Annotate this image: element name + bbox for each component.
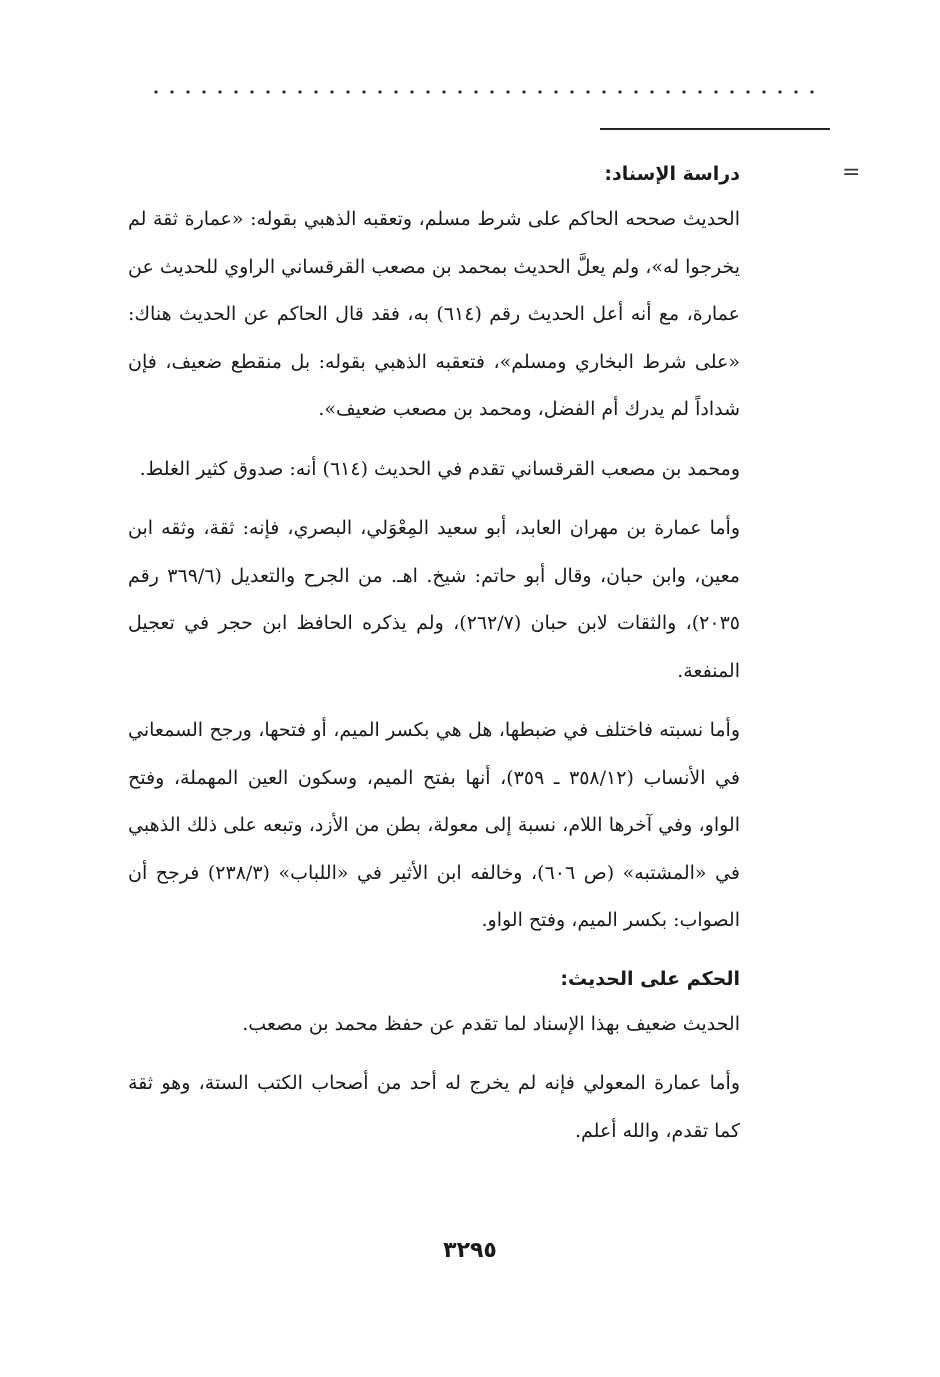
heading-hukm: الحكم على الحديث: — [560, 967, 740, 990]
paragraph-isnad-4: وأما نسبته فاختلف في ضبطها، هل هي بكسر الميم، أو فتحها، ورجح السمعاني في الأنساب (٣٥٨/١٢ ـ ٣٥٩)، أنها بفتح الميم، وسكون العين المهملة، وفتح الواو، وفي آخرها اللام، نسبة إلى معولة، بطن من الأزد، وتبعه على ذلك الذهبي في «المشتبه» (ص ٦٠٦)، وخالفه ابن الأثير في «اللباب» (٢٣٨/٣) فرجح أن الصواب: بكسر الميم، وفتح الواو. — [128, 719, 741, 931]
paragraph-isnad-2: ومحمد بن مصعب القرقساني تقدم في الحديث (٦١٤) أنه: صدوق كثير الغلط. — [139, 457, 740, 480]
page-body — [128, 152, 740, 1167]
heading-isnad: دراسة الإسناد: — [604, 163, 740, 185]
paragraph-isnad-1: الحديث صححه الحاكم على شرط مسلم، وتعقبه الذهبي بقوله: «عمارة ثقة لم يخرجوا له»، ولم يعلَّ الحديث بمحمد بن مصعب القرقساني الراوي للحديث عن عمارة، مع أنه أعل الحديث رقم (٦١٤) به، فقد قال الحاكم عن الحديث هناك: «على شرط البخاري ومسلم»، فتعقبه الذهبي بقوله: بل منقطع ضعيف، فإن شداداً لم يدرك أم الفضل، ومحمد بن مصعب ضعيف». — [128, 208, 740, 420]
paragraph-hukm-2: وأما عمارة المعولي فإنه لم يخرج له أحد من أصحاب الكتب الستة، وهو ثقة كما تقدم، والله أعلم. — [128, 1072, 740, 1142]
footnote-rule — [600, 128, 830, 130]
paragraph-isnad-3: وأما عمارة بن مهران العابد، أبو سعيد المِعْوَلي، البصري، فإنه: ثقة، وثقه ابن معين، وابن حبان، وقال أبو حاتم: شيخ. اهـ. من الجرح والتعديل (٣٦٩/٦ رقم ٢٠٣٥)، والثقات لابن حبان (٢٦٢/٧)، ولم يذكره الحافظ ابن حجر في تعجيل المنفعة. — [128, 517, 740, 682]
page-number: ٣٢٩٥ — [443, 1238, 497, 1263]
dotted-separator — [148, 88, 820, 96]
paragraph-hukm-1: الحديث ضعيف بهذا الإسناد لما تقدم عن حفظ محمد بن مصعب. — [242, 1012, 740, 1035]
margin-mark: = — [842, 160, 861, 185]
